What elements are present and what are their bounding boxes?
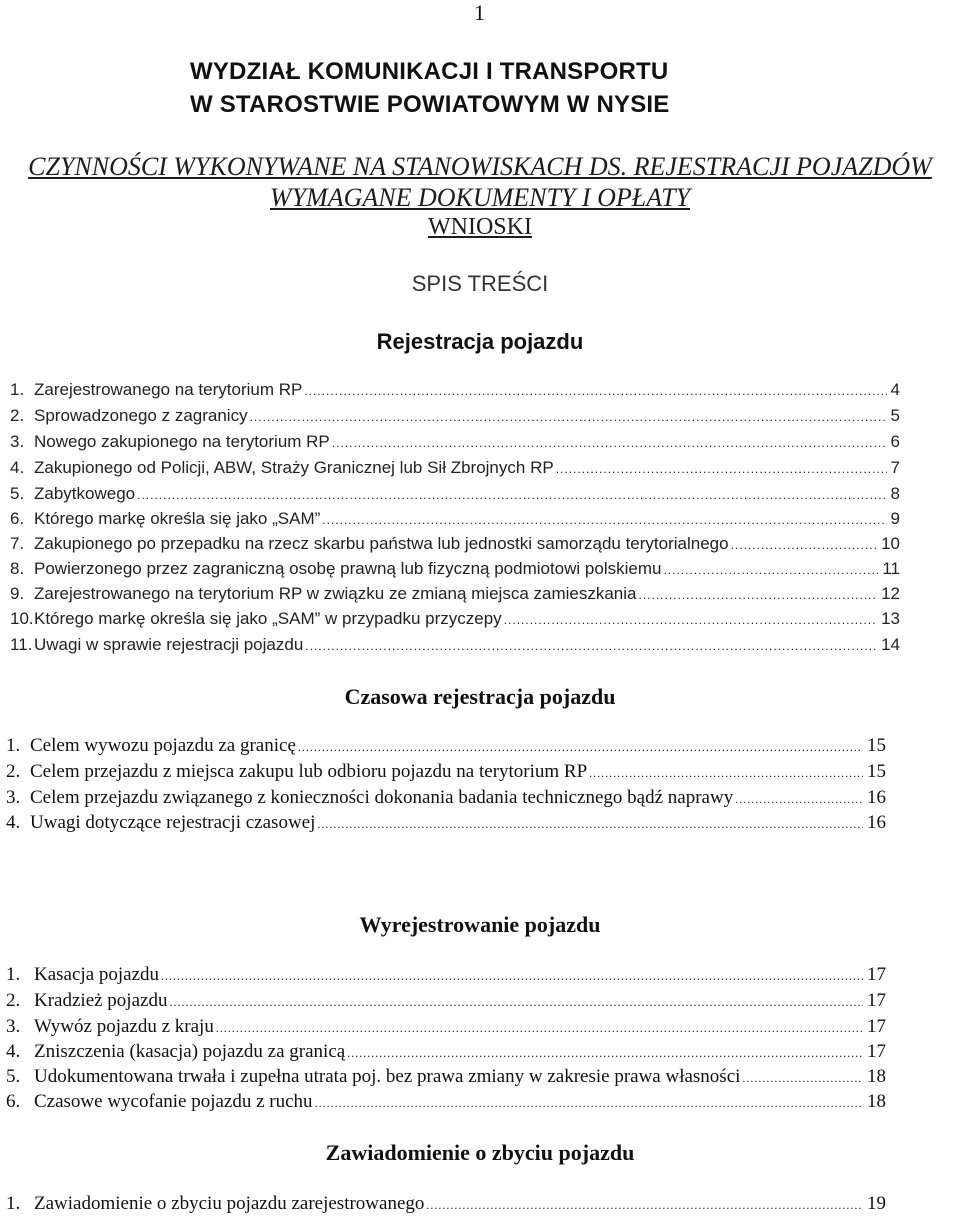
item-number: 11. [10, 635, 33, 654]
dot-leader [332, 436, 887, 450]
dot-leader [735, 792, 863, 807]
item-number: 6. [10, 509, 25, 528]
dot-leader [315, 1096, 863, 1111]
toc-item[interactable] [6, 990, 886, 1012]
office-name-line-2: W STAROSTWIE POWIATOWYM W NYSIE [190, 91, 670, 118]
toc-item[interactable] [6, 1091, 886, 1113]
dot-leader [504, 613, 877, 627]
page-number: 1 [474, 0, 485, 25]
item-page-number: 9 [890, 509, 900, 528]
item-page-number: 17 [867, 990, 886, 1011]
item-number: 1. [6, 735, 21, 756]
toc-item[interactable] [10, 406, 900, 426]
toc-item[interactable] [10, 380, 900, 400]
item-number: 10. [10, 609, 34, 628]
item-label: Udokumentowana trwała i zupełna utrata poj. bez prawa zmiany w zakresie prawa własności [34, 1066, 741, 1087]
dot-leader [347, 1046, 863, 1061]
dot-leader [304, 384, 886, 398]
document-title-line-2: WYMAGANE DOKUMENTY I OPŁATY [269, 183, 691, 212]
item-label: Zarejestrowanego na terytorium RP [34, 380, 303, 399]
item-page-number: 17 [867, 1041, 886, 1062]
section-heading-temporary-registration: Czasowa rejestracja pojazdu [344, 684, 616, 709]
item-number: 3. [10, 432, 25, 451]
document-title-line-1: CZYNNOŚCI WYKONYWANE NA STANOWISKACH DS. REJESTRACJI POJAZDÓW [28, 152, 932, 181]
dot-leader [731, 538, 878, 552]
item-label: Powierzonego przez zagraniczną osobę prawną lub fizyczną podmiotowi polskiemu [34, 559, 662, 578]
item-page-number: 18 [867, 1066, 886, 1087]
item-number: 5. [6, 1066, 21, 1087]
item-label: Zakupionego po przepadku na rzecz skarbu państwa lub jednostki samorządu terytorialnego [34, 534, 729, 553]
toc-item[interactable] [6, 1041, 886, 1063]
item-label: Uwagi w sprawie rejestracji pojazdu [34, 635, 304, 654]
item-page-number: 15 [867, 761, 886, 782]
item-page-number: 17 [867, 1016, 886, 1037]
dot-leader [137, 488, 886, 502]
item-label: Wywóz pojazdu z kraju [34, 1016, 214, 1037]
toc-item[interactable] [6, 1066, 886, 1088]
item-number: 5. [10, 484, 25, 503]
dot-leader [742, 1071, 863, 1086]
toc-item[interactable] [10, 509, 900, 529]
dot-leader [317, 817, 863, 832]
item-page-number: 19 [867, 1193, 886, 1214]
item-page-number: 18 [867, 1091, 886, 1112]
item-number: 3. [6, 787, 21, 808]
item-page-number: 13 [881, 609, 900, 628]
toc-item[interactable] [10, 635, 900, 655]
toc-item[interactable] [10, 559, 900, 579]
item-number: 1. [6, 964, 21, 985]
item-label: Zniszczenia (kasacja) pojazdu za granicą [34, 1041, 346, 1062]
item-label: Celem przejazdu z miejsca zakupu lub odbioru pojazdu na terytorium RP [30, 761, 588, 782]
item-page-number: 4 [890, 380, 900, 399]
item-number: 4. [6, 812, 21, 833]
item-label: Zarejestrowanego na terytorium RP w związku ze zmianą miejsca zamieszkania [34, 584, 637, 603]
item-number: 4. [6, 1041, 21, 1062]
item-page-number: 17 [867, 964, 886, 985]
item-number: 2. [6, 990, 21, 1011]
toc-item[interactable] [6, 787, 886, 809]
item-page-number: 15 [867, 735, 886, 756]
item-label: Sprowadzonego z zagranicy [34, 406, 248, 425]
item-page-number: 7 [890, 458, 900, 477]
dot-leader [216, 1021, 863, 1036]
item-page-number: 8 [890, 484, 900, 503]
item-number: 2. [10, 406, 25, 425]
item-label: Którego markę określa się jako „SAM” w przypadku przyczepy [34, 609, 502, 628]
item-page-number: 5 [890, 406, 900, 425]
item-label: Kasacja pojazdu [34, 964, 160, 985]
toc-item[interactable] [10, 432, 900, 452]
toc-item[interactable] [6, 1016, 886, 1038]
toc-item[interactable] [6, 812, 886, 834]
item-number: 3. [6, 1016, 21, 1037]
item-page-number: 14 [881, 635, 900, 654]
document-title-line-3: WNIOSKI [428, 214, 532, 240]
item-number: 6. [6, 1091, 21, 1112]
toc-item[interactable] [10, 484, 900, 504]
dot-leader [322, 513, 886, 527]
table-of-contents-title: SPIS TREŚCI [411, 271, 549, 296]
toc-item[interactable] [6, 1193, 886, 1215]
section-heading-deregistration: Wyrejestrowanie pojazdu [359, 912, 601, 937]
item-label: Nowego zakupionego na terytorium RP [34, 432, 330, 451]
item-page-number: 11 [882, 559, 900, 578]
item-label: Kradzież pojazdu [34, 990, 168, 1011]
section-heading-sale-notification: Zawiadomienie o zbyciu pojazdu [325, 1140, 635, 1165]
dot-leader [556, 462, 887, 476]
dot-leader [589, 766, 863, 781]
toc-item[interactable] [6, 964, 886, 986]
item-label: Czasowe wycofanie pojazdu z ruchu [34, 1091, 313, 1112]
item-number: 2. [6, 761, 21, 782]
toc-item[interactable] [10, 584, 900, 604]
item-label: Uwagi dotyczące rejestracji czasowej [30, 812, 316, 833]
item-label: Celem przejazdu związanego z konieczności dokonania badania technicznego bądź naprawy [30, 787, 734, 808]
item-number: 8. [10, 559, 25, 578]
item-page-number: 16 [867, 787, 886, 808]
item-number: 7. [10, 534, 25, 553]
dot-leader [638, 588, 877, 602]
item-label: Zakupionego od Policji, ABW, Straży Granicznej lub Sił Zbrojnych RP [34, 458, 554, 477]
item-page-number: 12 [881, 584, 900, 603]
dot-leader [663, 563, 878, 577]
toc-item[interactable] [6, 761, 886, 783]
item-label: Którego markę określa się jako „SAM” [34, 509, 321, 528]
item-number: 9. [10, 584, 25, 603]
office-name-line-1: WYDZIAŁ KOMUNIKACJI I TRANSPORTU [190, 58, 669, 85]
item-label: Zawiadomienie o zbyciu pojazdu zarejestrowanego [34, 1193, 425, 1214]
toc-item[interactable] [6, 735, 886, 757]
item-label: Zabytkowego [34, 484, 136, 503]
item-page-number: 16 [867, 812, 886, 833]
dot-leader [169, 995, 863, 1010]
dot-leader [298, 740, 863, 755]
item-label: Celem wywozu pojazdu za granicę [30, 735, 296, 756]
toc-item[interactable] [10, 534, 900, 554]
item-page-number: 6 [890, 432, 900, 451]
item-number: 1. [10, 380, 25, 399]
item-page-number: 10 [881, 534, 900, 553]
toc-item[interactable] [10, 458, 900, 478]
toc-item[interactable] [10, 609, 900, 629]
section-heading-registration: Rejestracja pojazdu [376, 329, 584, 354]
dot-leader [305, 639, 877, 653]
item-number: 1. [6, 1193, 21, 1214]
dot-leader [161, 969, 863, 984]
item-number: 4. [10, 458, 25, 477]
dot-leader [250, 410, 887, 424]
dot-leader [426, 1198, 863, 1213]
